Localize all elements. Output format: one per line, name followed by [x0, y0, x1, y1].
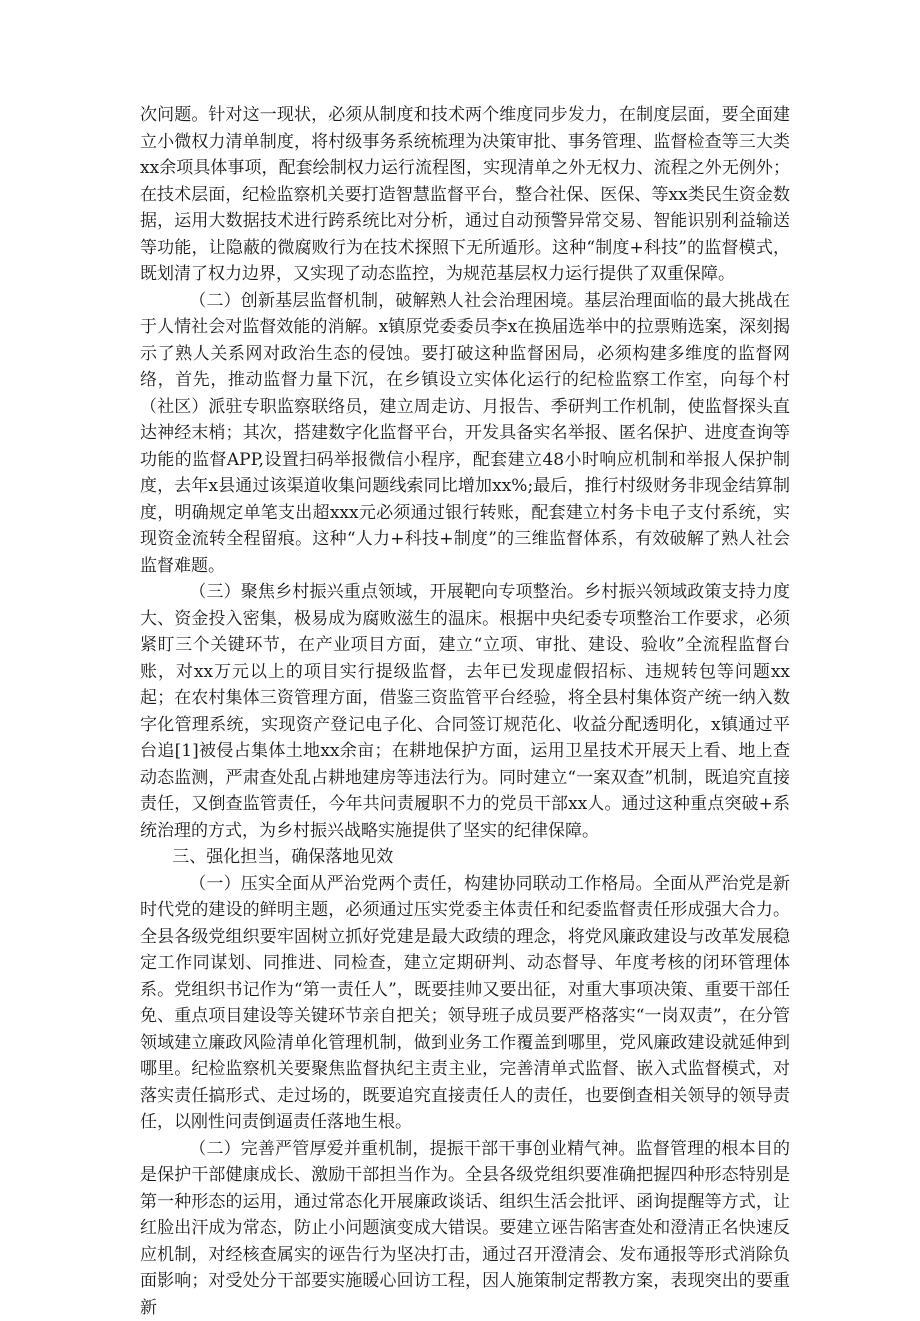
paragraph-section-3-1: （一）压实全面从严治党两个责任，构建协同联动工作格局。全面从严治党是新时代党的建设的鲜明主题，必须通过压实党委主体责任和纪委监督责任形成强大合力。全县各级党组织要牢固树立抓好党建是最大政绩的理念，将党风廉政建设与改革发展稳定工作同谋划、同推进、同检查，建立定期研判、动态督导、年度考核的闭环管理体系。党组织书记作为“第一责任人”，既要挂帅又要出征，对重大事项决策、重要干部任免、重点项目建设等关键环节亲自把关；领导班子成员要严格落实“一岗双责”，在分管领域建立廉政风险清单化管理机制，做到业务工作覆盖到哪里，党风廉政建设就延伸到哪里。纪检监察机关要聚焦监督执纪主责主业，完善清单式监督、嵌入式监督模式，对落实责任搞形式、走过场的，既要追究直接责任人的责任，也要倒查相关领导的领导责任，以刚性问责倒逼责任落地生根。 — [140, 871, 790, 1136]
paragraph-section-2-2: （二）创新基层监督机制，破解熟人社会治理困境。基层治理面临的最大挑战在于人情社会对监督效能的消解。x镇原党委委员李x在换届选举中的拉票贿选案，深刻揭示了熟人关系网对政治生态的侵蚀。要打破这种监督困局，必须构建多维度的监督网络，首先，推动监督力量下沉，在乡镇设立实体化运行的纪检监察工作室，向每个村（社区）派驻专职监察联络员，建立周走访、月报告、季研判工作机制，使监督探头直达神经末梢；其次，搭建数字化监督平台，开发具备实名举报、匿名保护、进度查询等功能的监督APP,设置扫码举报微信小程序，配套建立48小时响应机制和举报人保护制度，去年x县通过该渠道收集问题线索同比增加xx%;最后，推行村级财务非现金结算制度，明确规定单笔支出超xxx元必须通过银行转账，配套建立村务卡电子支付系统，实现资金流转全程留痕。这种“人力+科技+制度”的三维监督体系，有效破解了熟人社会监督难题。 — [140, 288, 790, 580]
document-body — [140, 102, 790, 1321]
paragraph-section-2-3: （三）聚焦乡村振兴重点领域，开展靶向专项整治。乡村振兴领域政策支持力度大、资金投入密集，极易成为腐败滋生的温床。根据中央纪委专项整治工作要求，必须紧盯三个关键环节，在产业项目方面，建立“立项、审批、建设、验收”全流程监督台账，对xx万元以上的项目实行提级监督，去年已发现虚假招标、违规转包等问题xx起；在农村集体三资管理方面，借鉴三资监管平台经验，将全县村集体资产统一纳入数字化管理系统，实现资产登记电子化、合同签订规范化、收益分配透明化，x镇通过平台追[1]被侵占集体土地xx余亩；在耕地保护方面，运用卫星技术开展天上看、地上查动态监测，严肃查处乱占耕地建房等违法行为。同时建立“一案双查”机制，既追究直接责任，又倒查监管责任，今年共问责履职不力的党员干部xx人。通过这种重点突破+系统治理的方式，为乡村振兴战略实施提供了坚实的纪律保障。 — [140, 579, 790, 844]
section-heading-3: 三、强化担当，确保落地见效 — [140, 844, 790, 871]
paragraph-section-3-2: （二）完善严管厚爱并重机制，提振干部干事创业精气神。监督管理的根本目的是保护干部健康成长、激励干部担当作为。全县各级党组织要准确把握四种形态特别是第一种形态的运用，通过常态化开展廉政谈话、组织生活会批评、函询提醒等方式，让红脸出汗成为常态，防止小问题演变成大错误。要建立诬告陷害查处和澄清正名快速反应机制，对经核查属实的诬告行为坚决打击，通过召开澄清会、发布通报等形式消除负面影响；对受处分干部要实施暖心回访工程，因人施策制定帮教方案，表现突出的要重新 — [140, 1136, 790, 1321]
paragraph-continuation: 次问题。针对这一现状，必须从制度和技术两个维度同步发力，在制度层面，要全面建立小微权力清单制度，将村级事务系统梳理为决策审批、事务管理、监督检查等三大类xx余项具体事项，配套绘制权力运行流程图，实现清单之外无权力、流程之外无例外；在技术层面，纪检监察机关要打造智慧监督平台，整合社保、医保、等xx类民生资金数据，运用大数据技术进行跨系统比对分析，通过自动预警异常交易、智能识别利益输送等功能，让隐蔽的微腐败行为在技术探照下无所遁形。这种“制度+科技”的监督模式，既划清了权力边界，又实现了动态监控，为规范基层权力运行提供了双重保障。 — [140, 102, 790, 288]
